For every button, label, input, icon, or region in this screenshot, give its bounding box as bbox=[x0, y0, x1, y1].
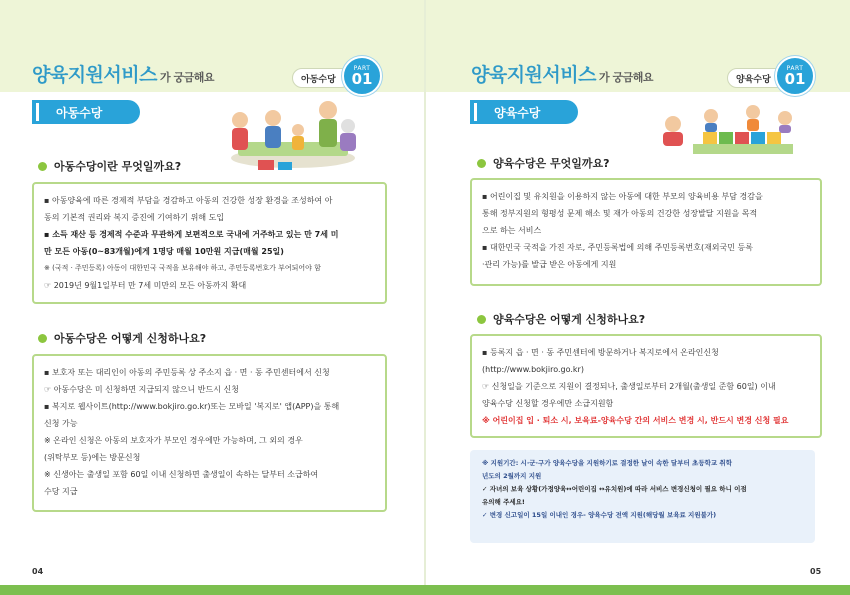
part-small: PART bbox=[786, 65, 804, 72]
info-note: ※ (국적 · 주민등록) 아동이 대한민국 국적을 보유해야 하고, 주민등록번호가 부여되어야 함 bbox=[44, 264, 321, 272]
info-line: ☞ 2019년 9월1일부터 만 7세 미만의 모든 아동까지 확대 bbox=[44, 281, 247, 290]
info-line: ▪ 어린이집 및 유치원을 이용하지 않는 아동에 대한 부모의 양육비용 부담 경감을 bbox=[482, 192, 763, 201]
info-box-application bbox=[470, 334, 822, 438]
part-number: 01 bbox=[351, 70, 373, 88]
note-line: ※ 지원기간: 시·군·구가 양육수당을 지원하기로 결정한 날이 속한 달부터 초등학교 취학 bbox=[482, 459, 732, 467]
page-title bbox=[32, 60, 214, 87]
info-line: 양육수당 신청할 경우에만 소급지원함 bbox=[482, 399, 614, 408]
section-tag: 양육수당 bbox=[470, 100, 578, 124]
info-line: 동의 기본적 권리와 복지 증진에 기여하기 위해 도입 bbox=[44, 213, 225, 222]
question-heading-1 bbox=[38, 158, 181, 174]
title-main: 양육지원서비스 bbox=[32, 64, 157, 86]
info-line: ▪ 보호자 또는 대리인이 아동의 주민등록 상 주소지 읍 · 면 · 동 주민센터에서 신청 bbox=[44, 368, 330, 377]
alert-line: ※ 어린이집 입 · 퇴소 시, 보육료-양육수당 간의 서비스 변경 시, 반드시 변경 신청 필요 bbox=[482, 416, 789, 425]
part-badge bbox=[342, 56, 382, 96]
question-heading-2 bbox=[38, 330, 206, 346]
title-sub: 가 궁금해요 bbox=[159, 71, 214, 84]
page-number: 04 bbox=[32, 567, 44, 576]
info-line: 수당 지급 bbox=[44, 487, 78, 496]
question-text: 양육수당은 어떻게 신청하나요? bbox=[493, 313, 646, 326]
info-line: 만 모든 아동(0~83개월)에게 1명당 매월 10만원 지급(매월 25일) bbox=[44, 247, 284, 256]
bullet-dot-icon bbox=[38, 334, 47, 343]
info-box-definition bbox=[32, 182, 387, 304]
page-number: 05 bbox=[810, 567, 822, 576]
page-title bbox=[471, 60, 653, 87]
info-line: ▪ 소득 재산 등 경제적 수준과 무관하게 보편적으로 국내에 거주하고 있는 만 7세 미 bbox=[44, 230, 339, 239]
bullet-dot-icon bbox=[477, 159, 486, 168]
part-small: PART bbox=[353, 65, 371, 72]
footer-band bbox=[0, 585, 850, 595]
info-line: ▪ 아동양육에 따른 경제적 부담을 경감하고 아동의 건강한 성장 환경을 조성하여 아 bbox=[44, 196, 333, 205]
note-line: 유의해 주세요! bbox=[482, 498, 525, 506]
info-box-application bbox=[32, 354, 387, 512]
bullet-dot-icon bbox=[477, 315, 486, 324]
info-line: ▪ 복지로 웹사이트(http://www.bokjiro.go.kr)또는 모바일 '복지로' 앱(APP)을 통해 bbox=[44, 402, 340, 411]
part-badge bbox=[775, 56, 815, 96]
question-heading-2 bbox=[477, 311, 645, 327]
bullet-dot-icon bbox=[38, 162, 47, 171]
info-line: ※ 온라인 신청은 아동의 보호자가 부모인 경우에만 가능하며, 그 외의 경우 bbox=[44, 436, 303, 445]
note-line: ✓ 자녀의 보육 상황(가정양육↔어린이집 ↔유치원)에 따라 서비스 변경신청이 필요 하니 이점 bbox=[482, 485, 747, 493]
title-sub: 가 궁금해요 bbox=[598, 71, 653, 84]
part-label: 양육수당 bbox=[727, 68, 786, 88]
part-label: 아동수당 bbox=[292, 68, 351, 88]
info-line: (http://www.bokjiro.go.kr) bbox=[482, 365, 584, 374]
info-line: ※ 신생아는 출생일 포함 60일 이내 신청하면 출생일이 속하는 달부터 소급하여 bbox=[44, 470, 319, 479]
question-text: 양육수당은 무엇일까요? bbox=[493, 157, 610, 170]
info-line: 신청 가능 bbox=[44, 419, 78, 428]
part-number: 01 bbox=[784, 70, 806, 88]
left-page bbox=[0, 0, 425, 585]
title-main: 양육지원서비스 bbox=[471, 64, 596, 86]
info-box-definition bbox=[470, 178, 822, 286]
info-line: 으로 하는 서비스 bbox=[482, 226, 542, 235]
info-line: (위탁부모 등)에는 방문신청 bbox=[44, 453, 141, 462]
note-line: 년도의 2월까지 지원 bbox=[482, 472, 542, 480]
info-line: 통해 정부지원의 형평성 문제 해소 및 재가 아동의 건강한 성장발달 지원을 목적 bbox=[482, 209, 758, 218]
info-line: ☞ 아동수당은 미 신청하면 지급되지 않으니 반드시 신청 bbox=[44, 385, 239, 394]
question-text: 아동수당은 어떻게 신청하나요? bbox=[54, 332, 207, 345]
family-playing-illustration bbox=[218, 100, 368, 180]
info-line: ▪ 등록지 읍 · 면 · 동 주민센터에 방문하거나 복지로에서 온라인신청 bbox=[482, 348, 719, 357]
section-tag: 아동수당 bbox=[32, 100, 140, 124]
support-period-notes bbox=[470, 450, 815, 543]
info-line: ☞ 신청일을 기준으로 지원이 결정되나, 출생일로부터 2개월(출생일 준함 60일) 이내 bbox=[482, 382, 776, 391]
children-blocks-illustration bbox=[653, 104, 801, 164]
info-line: ·관리 가능)를 발급 받은 아동에게 지원 bbox=[482, 260, 617, 269]
note-line: ✓ 변경 신고일이 15일 이내인 경우- 양육수당 전액 지원(해당월 보육료 지원불가) bbox=[482, 511, 717, 519]
question-heading-1 bbox=[477, 155, 609, 171]
info-line: ▪ 대한민국 국적을 가진 자로, 주민등록법에 의해 주민등록번호(재외국민 등록 bbox=[482, 243, 753, 252]
question-text: 아동수당이란 무엇일까요? bbox=[54, 160, 182, 173]
